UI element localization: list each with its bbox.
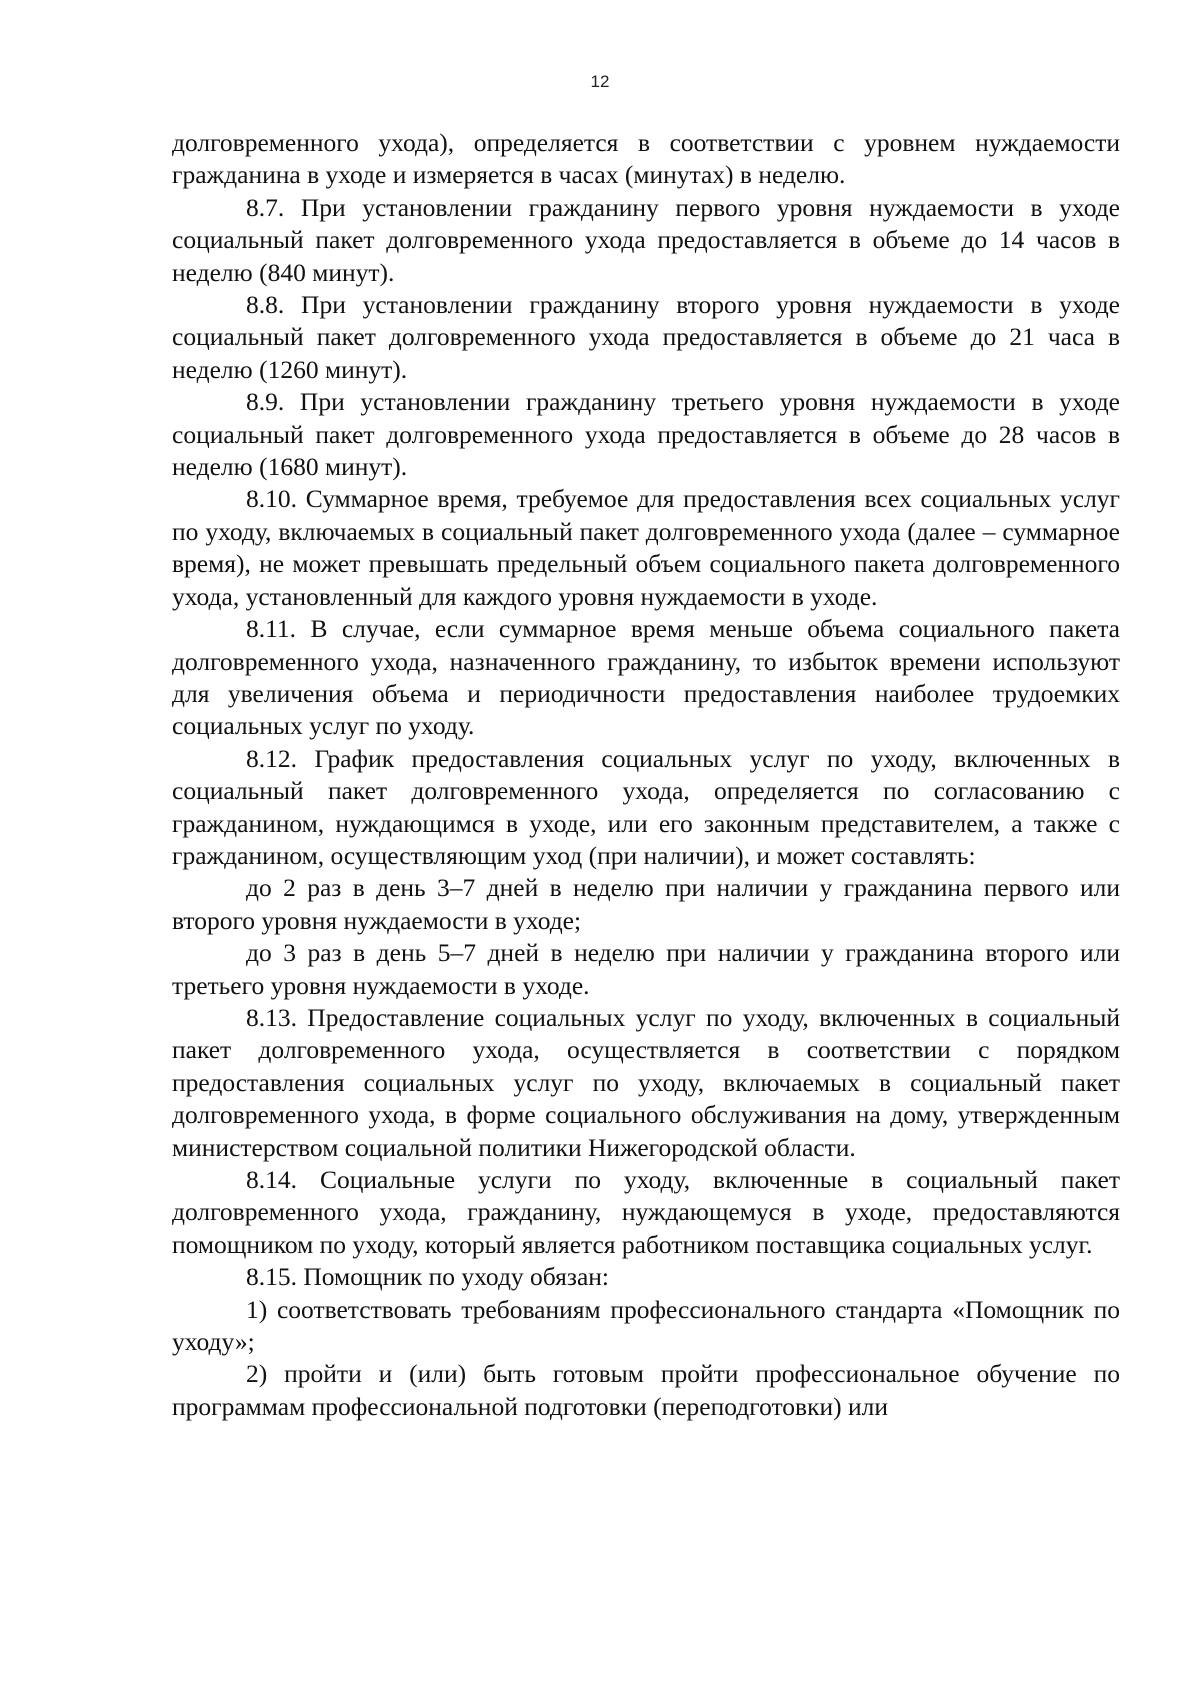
paragraph-8-11: 8.11. В случае, если суммарное время меньше объема социального пакета долговременного ухода, назначенного гражданину, то избыток времени используют для увеличения объема и периодичности предоставления наиболее трудоемких социальных услуг по уходу. xyxy=(172,614,1120,741)
paragraph-schedule-option-1: до 2 раз в день 3–7 дней в неделю при наличии у гражданина первого или второго уровня нуждаемости в уходе; xyxy=(172,873,1120,935)
page-number: 12 xyxy=(590,72,610,91)
paragraph-schedule-option-2: до 3 раз в день 5–7 дней в неделю при наличии у гражданина второго или третьего уровня нуждаемости в уходе. xyxy=(172,938,1120,1000)
paragraph-duty-2: 2) пройти и (или) быть готовым пройти профессиональное обучение по программам профессиональной подготовки (переподготовки) или xyxy=(172,1359,1120,1421)
paragraph-continuation: долговременного ухода), определяется в соответствии с уровнем нуждаемости гражданина в уходе и измеряется в часах (минутах) в неделю. xyxy=(172,128,1120,190)
paragraph-8-12: 8.12. График предоставления социальных услуг по уходу, включенных в социальный пакет долговременного ухода, определяется по согласованию с гражданином, нуждающимся в уходе, или его законным представителем, а также с гражданином, осуществляющим уход (при наличии), и может составлять: xyxy=(172,743,1120,870)
paragraph-8-15: 8.15. Помощник по уходу обязан: xyxy=(246,1262,609,1292)
paragraph-8-10: 8.10. Суммарное время, требуемое для предоставления всех социальных услуг по уходу, включаемых в социальный пакет долговременного ухода (далее – суммарное время), не может превышать предельный объем социального пакета долговременного ухода, установленный для каждого уровня нуждаемости в уходе. xyxy=(172,484,1120,611)
paragraph-8-14: 8.14. Социальные услуги по уходу, включенные в социальный пакет долговременного ухода, гражданину, нуждающемуся в уходе, предоставляются помощником по уходу, который является работником поставщика социальных услуг. xyxy=(172,1165,1120,1259)
paragraph-duty-1: 1) соответствовать требованиям профессионального стандарта «Помощник по уходу»; xyxy=(172,1294,1120,1357)
document-body xyxy=(172,127,1120,1423)
paragraph-8-7: 8.7. При установлении гражданину первого уровня нуждаемости в уходе социальный пакет долговременного ухода предоставляется в объеме до 14 часов в неделю (840 минут). xyxy=(172,192,1120,287)
paragraph-8-13: 8.13. Предоставление социальных услуг по уходу, включенных в социальный пакет долговременного ухода, осуществляется в соответствии с порядком предоставления социальных услуг по уходу, включаемых в социальный пакет долговременного ухода, в форме социального обслуживания на дому, утвержденным министерством социальной политики Нижегородской области. xyxy=(172,1002,1120,1162)
paragraph-8-8: 8.8. При установлении гражданину второго уровня нуждаемости в уходе социальный пакет долговременного ухода предоставляется в объеме до 21 часа в неделю (1260 минут). xyxy=(172,290,1120,384)
paragraph-8-9: 8.9. При установлении гражданину третьего уровня нуждаемости в уходе социальный пакет долговременного ухода предоставляется в объеме до 28 часов в неделю (1680 минут). xyxy=(172,387,1120,482)
